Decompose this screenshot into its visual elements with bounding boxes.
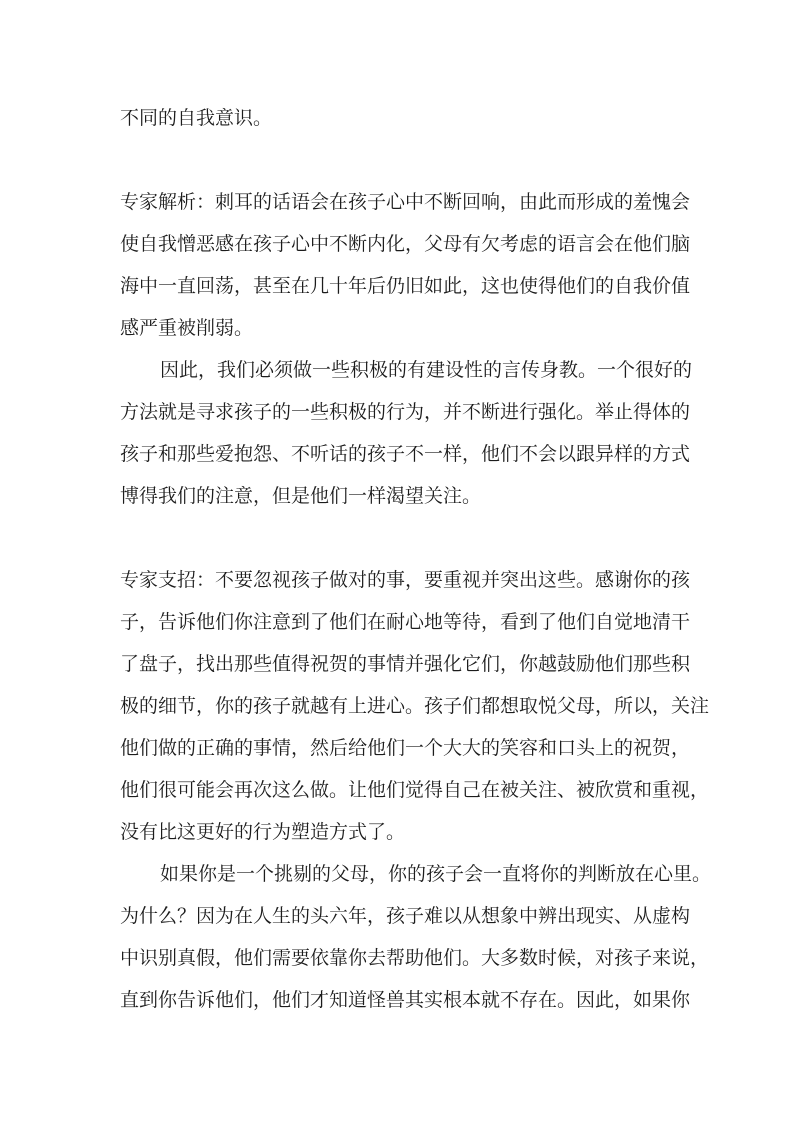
text-line: 没有比这更好的行为塑造方式了。: [120, 821, 406, 843]
text-line: 中识别真假，他们需要依靠你去帮助他们。大多数时候，对孩子来说，: [120, 947, 710, 969]
text-line: 他们做的正确的事情，然后给他们一个大大的笑容和口头上的祝贺，: [120, 737, 691, 759]
text-line: 为什么？因为在人生的头六年，孩子难以从想象中辨出现实、从虚构: [120, 905, 691, 927]
text-line: 如果你是一个挑剔的父母，你的孩子会一直将你的判断放在心里。: [160, 863, 712, 885]
text-line: 因此，我们必须做一些积极的有建设性的言传身教。一个很好的: [160, 359, 693, 381]
text-line: 使自我憎恶感在孩子心中不断内化，父母有欠考虑的语言会在他们脑: [120, 233, 691, 255]
text-line: 子，告诉他们你注意到了他们在耐心地等待，看到了他们自觉地清干: [120, 611, 691, 633]
text-line: 直到你告诉他们，他们才知道怪兽其实根本就不存在。因此，如果你: [120, 989, 691, 1011]
text-line: 孩子和那些爱抱怨、不听话的孩子不一样，他们不会以跟异样的方式: [120, 443, 691, 465]
text-line: 方法就是寻求孩子的一些积极的行为，并不断进行强化。举止得体的: [120, 401, 691, 423]
text-line: 博得我们的注意，但是他们一样渴望关注。: [120, 485, 482, 507]
text-line: 他们很可能会再次这么做。让他们觉得自己在被关注、被欣赏和重视，: [120, 779, 710, 801]
text-line: 专家支招：不要忽视孩子做对的事，要重视并突出这些。感谢你的孩: [120, 569, 691, 591]
text-line: 不同的自我意识。: [120, 107, 273, 129]
text-line: 专家解析：刺耳的话语会在孩子心中不断回响，由此而形成的羞愧会: [120, 191, 691, 213]
text-line: 感严重被削弱。: [120, 317, 254, 339]
text-line: 海中一直回荡，甚至在几十年后仍旧如此，这也使得他们的自我价值: [120, 275, 691, 297]
text-line: 极的细节，你的孩子就越有上进心。孩子们都想取悦父母，所以，关注: [120, 695, 710, 717]
text-line: 了盘子，找出那些值得祝贺的事情并强化它们，你越鼓励他们那些积: [120, 653, 691, 675]
